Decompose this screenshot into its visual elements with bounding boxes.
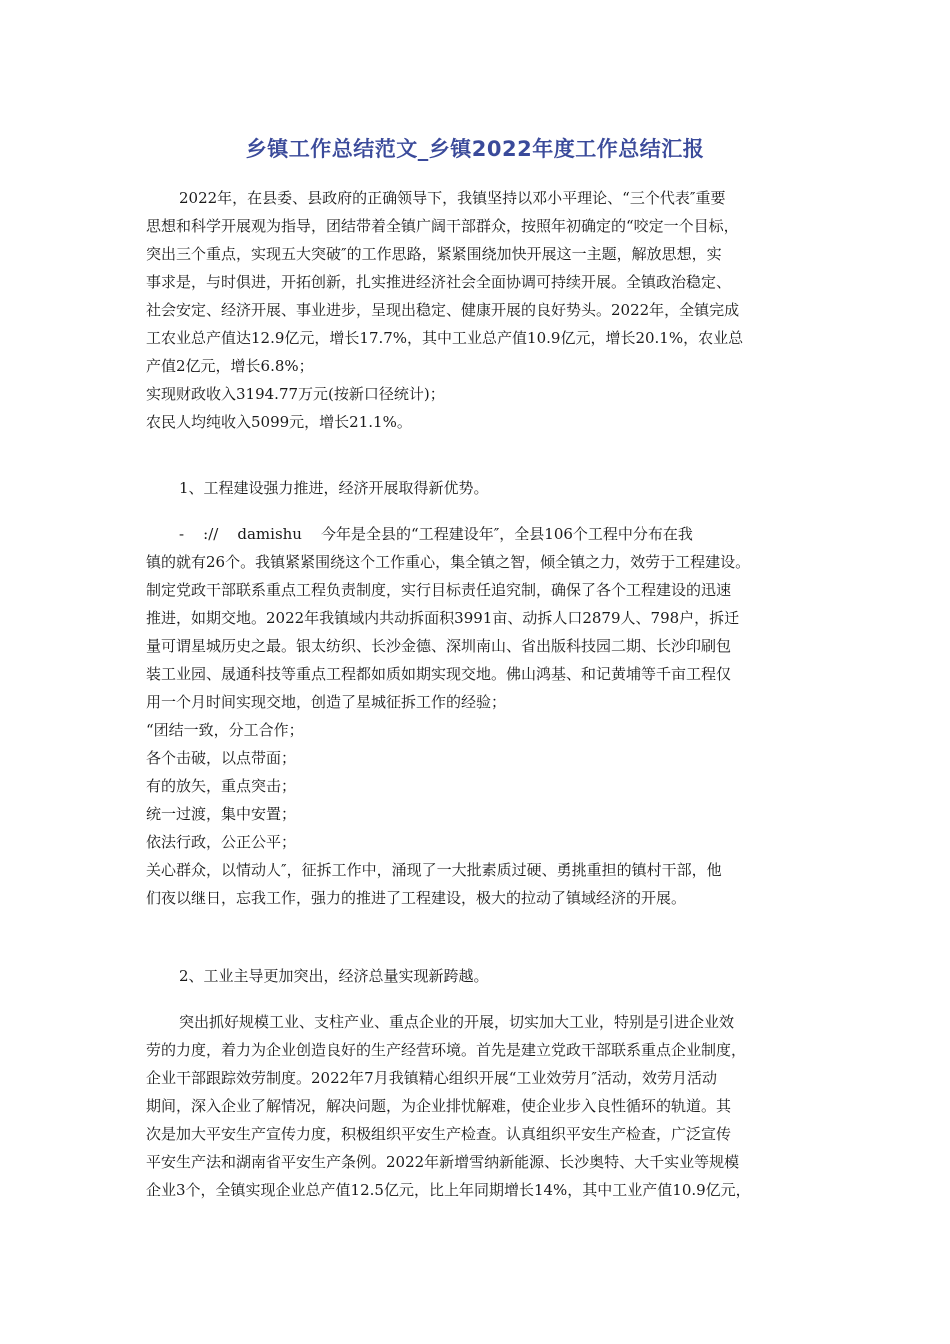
- text-line: 量可谓星城历史之最。银太纺织、长沙金德、深圳南山、省出版科技园二期、长沙印刷包: [146, 637, 732, 655]
- text-line: 农民人均纯收入5099元，增长21.1%。: [146, 413, 412, 431]
- heading-line: 1、工程建设强力推进，经济开展取得新优势。: [179, 479, 489, 497]
- paragraph-intro: [146, 184, 814, 436]
- text-line: 思想和科学开展观为指导，团结带着全镇广阔干部群众，按照年初确定的“咬定一个目标，: [146, 217, 739, 235]
- text-line: 有的放矢，重点突击；: [146, 777, 297, 795]
- text-line: 推进，如期交地。2022年我镇域内共动拆面积3991亩、动拆人口2879人、798户，拆迁: [146, 609, 740, 627]
- text-line: - :// damishu 今年是全县的“工程建设年″，全县106个工程中分布在我: [179, 525, 693, 543]
- section-heading-2: [146, 962, 814, 990]
- text-line: 产值2亿元，增长6.8%；: [146, 357, 314, 375]
- text-line: 镇的就有26个。我镇紧紧围绕这个工作重心，集全镇之智，倾全镇之力，效劳于工程建设。: [146, 553, 751, 571]
- text-line: 制定党政干部联系重点工程负责制度，实行目标责任追究制，确保了各个工程建设的迅速: [146, 581, 732, 599]
- document-title: 乡镇工作总结范文_乡镇2022年度工作总结汇报: [245, 137, 705, 161]
- paragraph-project-construction: [146, 520, 814, 912]
- text-line: 各个击破，以点带面；: [146, 749, 297, 767]
- text-line: 装工业园、晟通科技等重点工程都如质如期实现交地。佛山鸿基、和记黄埔等千亩工程仅: [146, 665, 732, 683]
- text-line: 关心群众，以情动人″，征拆工作中，涌现了一大批素质过硬、勇挑重担的镇村干部，他: [146, 861, 722, 879]
- text-line: 企业干部跟踪效劳制度。2022年7月我镇精心组织开展“工业效劳月″活动，效劳月活动: [146, 1069, 717, 1087]
- text-line: 突出三个重点，实现五大突破″的工作思路，紧紧围绕加快开展这一主题，解放思想，实: [146, 245, 722, 263]
- text-line: 工农业总产值达12.9亿元，增长17.7%，其中工业总产值10.9亿元，增长20.1%，农业总: [146, 329, 744, 347]
- text-line: 依法行政，公正公平；: [146, 833, 297, 851]
- text-line: 事求是，与时俱进，开拓创新，扎实推进经济社会全面协调可持续开展。全镇政治稳定、: [146, 273, 732, 291]
- text-line: 社会安定、经济开展、事业进步，呈现出稳定、健康开展的良好势头。2022年，全镇完成: [146, 301, 740, 319]
- text-line: 期间，深入企业了解情况，解决问题，为企业排忧解难，使企业步入良性循环的轨道。其: [146, 1097, 732, 1115]
- text-line: 实现财政收入3194.77万元(按新口径统计)；: [146, 385, 445, 403]
- text-line: 次是加大平安生产宣传力度，积极组织平安生产检查。认真组织平安生产检查，广泛宣传: [146, 1125, 732, 1143]
- paragraph-industry: [146, 1008, 814, 1204]
- text-line: 们夜以继日，忘我工作，强力的推进了工程建设，极大的拉动了镇域经济的开展。: [146, 889, 687, 907]
- heading-line: 2、工业主导更加突出，经济总量实现新跨越。: [179, 967, 489, 985]
- text-line: 统一过渡，集中安置；: [146, 805, 297, 823]
- text-line: 突出抓好规模工业、支柱产业、重点企业的开展，切实加大工业，特别是引进企业效: [179, 1013, 735, 1031]
- text-line: 用一个月时间实现交地，创造了星城征拆工作的经验；: [146, 693, 507, 711]
- text-line: 平安生产法和湖南省平安生产条例。2022年新增雪纳新能源、长沙奥特、大千实业等规模: [146, 1153, 740, 1171]
- text-line: 2022年，在县委、县政府的正确领导下，我镇坚持以邓小平理论、“三个代表″重要: [179, 189, 726, 207]
- section-heading-1: [146, 474, 814, 502]
- text-line: “团结一致，分工合作；: [146, 721, 304, 739]
- text-line: 劳的力度，着力为企业创造良好的生产经营环境。首先是建立党政干部联系重点企业制度，: [146, 1041, 747, 1059]
- text-line: 企业3个，全镇实现企业总产值12.5亿元，比上年同期增长14%，其中工业产值10.9亿元，: [146, 1181, 751, 1199]
